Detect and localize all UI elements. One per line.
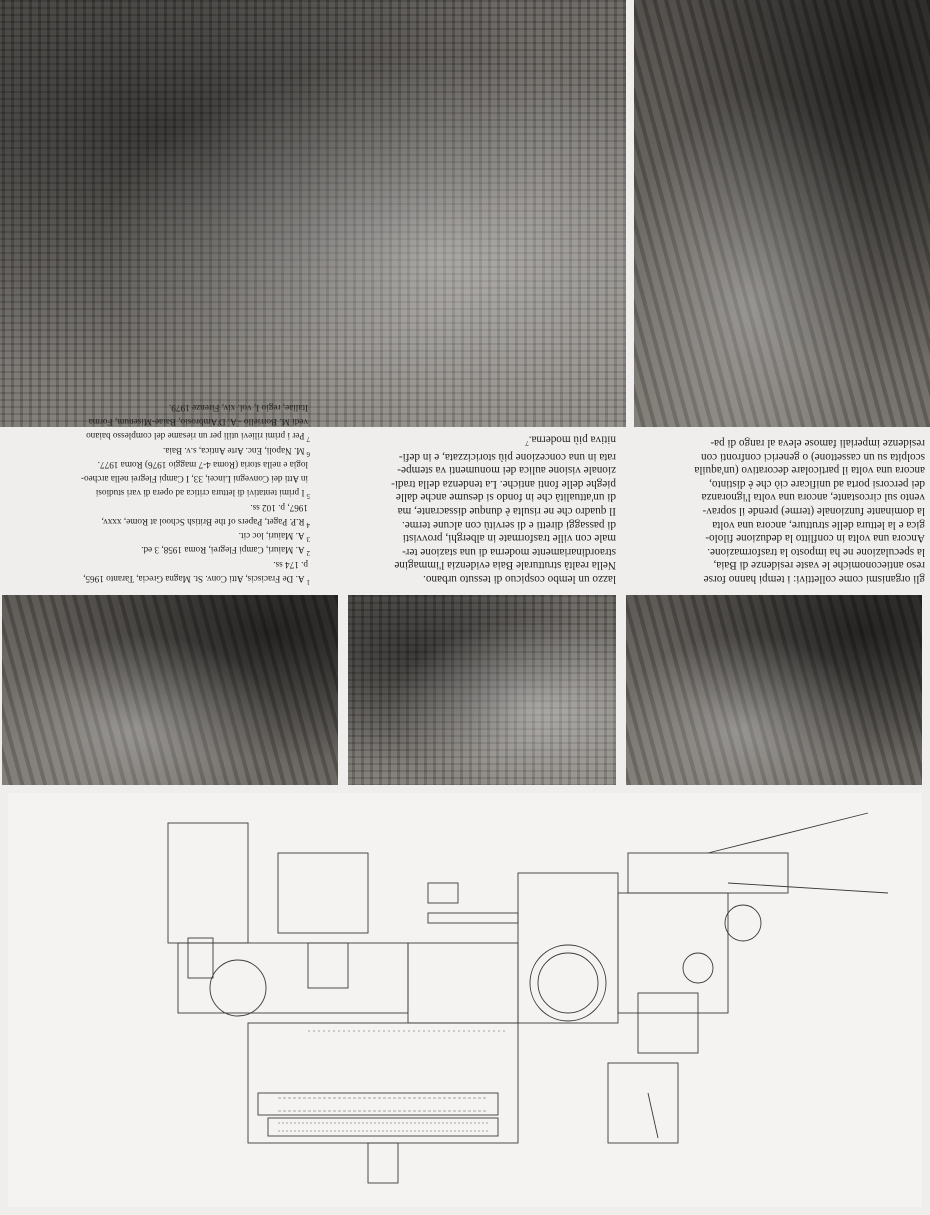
- plan-outline: [628, 853, 788, 893]
- footnote: [8, 444, 310, 458]
- text-line: pieghe delle fonti antiche. La tendenza della tradi-: [391, 477, 616, 490]
- text-line: di passaggi diretti e di servitù con alcune terme.: [401, 518, 616, 531]
- footnote-text: in Atti dei Convegni Lincei, 33, I Campi Flegrei nella archeo-: [80, 474, 308, 485]
- footnote: [8, 501, 310, 515]
- footnote-number: 1: [306, 578, 310, 586]
- text-line: rata in una concezione più storicizzata, e in defi-: [398, 450, 616, 463]
- body-text-column-1: [635, 435, 925, 585]
- text-line: [326, 432, 616, 449]
- footnote-text: 1967, p. 102 ss.: [250, 502, 308, 513]
- plan-outline: [683, 953, 713, 983]
- plan-line: [728, 883, 888, 893]
- text-line: scolpita su un cassettone) o generici confronti con: [701, 450, 925, 463]
- footnote: [8, 430, 310, 444]
- text-line-end: nitiva più moderna.: [528, 433, 616, 446]
- stucco-frieze-photo-1: [626, 595, 922, 785]
- footnotes-column: [8, 402, 310, 587]
- footnote: [8, 459, 310, 473]
- footnote-text: A. De Fraciscis, Atti Conv. St. Magna Grecia, Taranto 1965,: [83, 573, 305, 584]
- stucco-frieze-photo-2: [348, 595, 616, 785]
- footnote-number: 3: [306, 535, 310, 544]
- plan-outline: [518, 873, 618, 1023]
- vaulted-rooms-corridor-photo: [634, 0, 930, 427]
- plan-outline: [538, 953, 598, 1013]
- footnote-ref: 7: [525, 439, 529, 448]
- footnote-number: 7: [306, 435, 310, 444]
- footnote-number: 4: [306, 520, 310, 529]
- text-line: la dominante funzionale (terme) prende il soprav-: [702, 505, 925, 518]
- footnote: [8, 487, 310, 501]
- stucco-frieze-photo-3: [2, 595, 338, 785]
- site-plan-svg: [8, 793, 922, 1207]
- footnote-text: R.P. Paget, Papers of the British School at Rome, xxxv,: [101, 516, 305, 527]
- footnote-text: p. 174 ss.: [273, 559, 308, 570]
- footnote: [8, 516, 310, 530]
- site-plan-drawing: [8, 793, 922, 1207]
- footnote-number: 5: [306, 492, 310, 501]
- footnote-number: 6: [306, 449, 310, 458]
- plan-outline: [168, 823, 248, 943]
- text-line: lazzo un lembo cospicuo di tessuto urbano.: [423, 573, 616, 585]
- text-line: ancora una volta il particolare decorativo (un'aquila: [694, 464, 925, 477]
- nymphaeum-dome-photo: [0, 0, 626, 427]
- plan-outline: [278, 853, 368, 933]
- text-line: vento sul circostante, ancora una volta l'ignoranza: [701, 491, 925, 504]
- footnote-text: logia e nella storia (Roma 4-7 maggio 1976) Roma 1977.: [97, 459, 308, 470]
- plan-line: [648, 1093, 658, 1138]
- text-line: residenze imperiali famose eleva al rango di pa-: [710, 437, 925, 450]
- plan-line: [708, 813, 868, 853]
- plan-outline: [618, 893, 728, 1013]
- footnote-text: Per i primi rilievi utili per un riesame del complesso baiano: [86, 431, 305, 442]
- text-line: gica e la lettura delle strutture, ancora una volta: [712, 518, 925, 531]
- footnote-text: I primi tentativi di lettura critica ad opera di vari studiosi: [95, 488, 305, 499]
- text-line: la speculazione ne ha imposto la trasformazione.: [707, 545, 925, 558]
- footnote-number: 2: [306, 549, 310, 558]
- text-line: straordinariamente moderna di una stazione ter-: [402, 545, 616, 558]
- footnote: [8, 544, 310, 558]
- text-line: Il quadro che ne risulta è dunque dissacrante, ma: [397, 505, 616, 518]
- plan-outline: [268, 1118, 498, 1136]
- plan-outline: [428, 883, 458, 903]
- text-line: dei percorsi porta ad unificare ciò che è distinto,: [709, 477, 925, 490]
- text-line: Ancora una volta in conflitto la deduzione filolo-: [705, 532, 925, 545]
- plan-outline: [210, 960, 266, 1016]
- text-line: gli organismi come collettivi: i tempi hanno forse: [703, 573, 925, 585]
- plan-outline: [368, 1143, 398, 1183]
- body-text-column-2: [326, 432, 616, 585]
- footnote: [8, 473, 310, 487]
- footnote-text: vedi M. Borriello - A. D'Ambrosio, Baiae-Misenum, Forma: [88, 417, 308, 428]
- text-line: reso antieconomiche le vaste residenze di Baia,: [713, 559, 925, 572]
- plan-outline: [188, 938, 213, 978]
- plan-outline: [258, 1093, 498, 1115]
- footnote-text: Italiae, regio I, vol. xiv, Firenze 1979.: [169, 402, 308, 413]
- plan-outline: [725, 905, 761, 941]
- text-line: zionale visione aulica dei monumenti va stempe-: [397, 464, 616, 477]
- footnote: [8, 402, 310, 416]
- footnote-text: A. Maiuri, Campi Flegrei, Roma 1958, 3 ed.: [141, 545, 305, 556]
- plan-outline: [408, 943, 518, 1023]
- footnote: [8, 573, 310, 587]
- plan-outline: [608, 1063, 678, 1143]
- footnote-text: A. Maiuri, loc cit.: [238, 531, 305, 542]
- text-line: di un'attualità che in fondo si desume anche dalle: [395, 491, 616, 504]
- text-line: male con ville trasformate in alberghi, provvisti: [402, 532, 616, 545]
- plan-outline: [248, 1023, 518, 1143]
- plan-outline: [638, 993, 698, 1053]
- footnote: [8, 416, 310, 430]
- plan-outline: [428, 913, 518, 923]
- footnote-text: M. Napoli, Enc. Arte Antica, s.v. Baia.: [162, 445, 305, 456]
- plan-outline: [308, 943, 348, 988]
- footnote: [8, 530, 310, 544]
- plan-outline: [530, 945, 606, 1021]
- footnote: [8, 558, 310, 572]
- text-line: Nella realtà strutturale Baia evidenzia l'immagine: [394, 559, 616, 572]
